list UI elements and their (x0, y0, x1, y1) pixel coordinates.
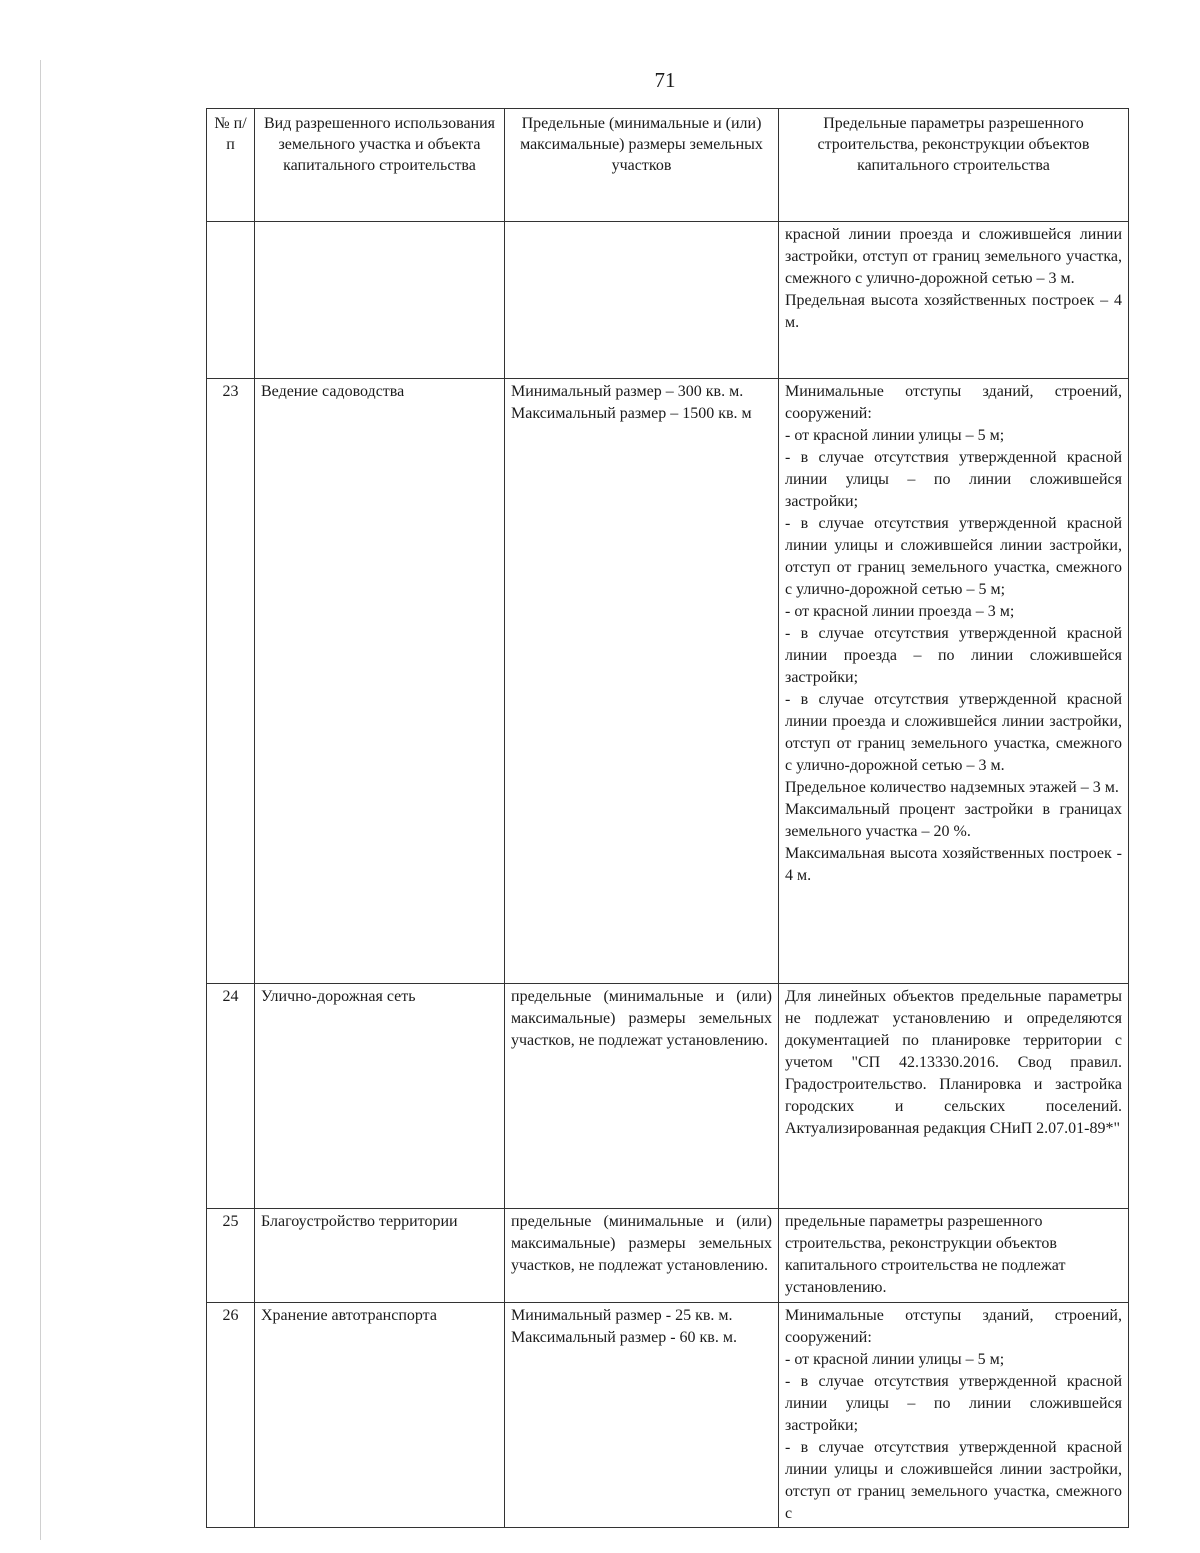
param-line: - в случае отсутствия утвержденной красной линии проезда – по линии сложившейся застройки; (785, 625, 1122, 686)
param-line: - в случае отсутствия утвержденной красной линии улицы – по линии сложившейся застройки; (785, 1373, 1122, 1434)
size-line: предельные (минимальные и (или) максимальные) размеры земельных участков, не подлежат установлению. (511, 988, 772, 1049)
param-line: - от красной линии улицы – 5 м; (785, 427, 1005, 444)
param-line: Максимальный процент застройки в границах земельного участка – 20 %. (785, 801, 1122, 840)
size-line: Максимальный размер - 60 кв. м. (511, 1329, 737, 1346)
row-sizes (505, 222, 779, 379)
row-params (779, 984, 1129, 1209)
param-line: - в случае отсутствия утвержденной красной линии улицы – по линии сложившейся застройки; (785, 449, 1122, 510)
header-kind: Вид разрешенного использования земельного участка и объекта капитального строительства (255, 109, 505, 222)
row-num (207, 222, 255, 379)
param-line: - в случае отсутствия утвержденной красной линии улицы и сложившейся линии застройки, отступ от границ земельного участка, смежного с (785, 1439, 1122, 1522)
row-kind: Улично-дорожная сеть (255, 984, 505, 1209)
header-sizes: Предельные (минимальные и (или) максимальные) размеры земельных участков (505, 109, 779, 222)
row-sizes (505, 379, 779, 984)
table-row (207, 222, 1129, 379)
param-line: Предельная высота хозяйственных построек – 4 м. (785, 292, 1122, 331)
regulations-table (206, 108, 1129, 1528)
table-header-row (207, 109, 1129, 222)
row-sizes (505, 984, 779, 1209)
row-sizes (505, 1209, 779, 1303)
row-kind: Благоустройство территории (255, 1209, 505, 1303)
param-line: - от красной линии улицы – 5 м; (785, 1351, 1005, 1368)
param-line: Максимальная высота хозяйственных построек - 4 м. (785, 845, 1122, 884)
param-line: - от красной линии проезда – 3 м; (785, 603, 1015, 620)
page-number: 71 (654, 68, 676, 92)
param-line: - в случае отсутствия утвержденной красной линии проезда и сложившейся линии застройки, отступ от границ земельного участка, смежного с улично-дорожной сетью – 3 м. (785, 691, 1122, 774)
header-params: Предельные параметры разрешенного строительства, реконструкции объектов капитального строительства (779, 109, 1129, 222)
param-line: Предельное количество надземных этажей – 3 м. (785, 779, 1119, 796)
row-num: 24 (207, 984, 255, 1209)
scan-margin-line (40, 60, 41, 1540)
table-row (207, 1209, 1129, 1303)
row-params (779, 1209, 1129, 1303)
param-line: красной линии проезда и сложившейся линии застройки, отступ от границ земельного участка, смежного с улично-дорожной сетью – 3 м. (785, 226, 1122, 287)
row-kind (255, 222, 505, 379)
header-num: № п/п (207, 109, 255, 222)
row-sizes (505, 1303, 779, 1528)
param-line: Минимальные отступы зданий, строений, сооружений: (785, 1307, 1122, 1346)
row-kind: Ведение садоводства (255, 379, 505, 984)
table-row (207, 379, 1129, 984)
row-params (779, 379, 1129, 984)
table-row (207, 1303, 1129, 1528)
param-line: - в случае отсутствия утвержденной красной линии улицы и сложившейся линии застройки, отступ от границ земельного участка, смежного с улично-дорожной сетью – 5 м; (785, 515, 1122, 598)
size-line: Минимальный размер - 25 кв. м. (511, 1307, 733, 1324)
size-line: Максимальный размер – 1500 кв. м (511, 405, 752, 422)
param-line: предельные параметры разрешенного строительства, реконструкции объектов капитального строительства не подлежат установлению. (785, 1213, 1066, 1296)
row-kind: Хранение автотранспорта (255, 1303, 505, 1528)
param-line: Минимальные отступы зданий, строений, сооружений: (785, 383, 1122, 422)
row-num: 26 (207, 1303, 255, 1528)
size-line: предельные (минимальные и (или) максимальные) размеры земельных участков, не подлежат установлению. (511, 1213, 772, 1274)
param-line: Для линейных объектов предельные параметры не подлежат установлению и определяются документацией по планировке территории с учетом "СП 42.13330.2016. Свод правил. Градостроительство. Планировка и застройка городских и сельских поселений. Актуализированная редакция СНиП 2.07.01-89*" (785, 988, 1122, 1137)
row-params (779, 1303, 1129, 1528)
row-num: 23 (207, 379, 255, 984)
row-params (779, 222, 1129, 379)
row-num: 25 (207, 1209, 255, 1303)
table-row (207, 984, 1129, 1209)
size-line: Минимальный размер – 300 кв. м. (511, 383, 744, 400)
